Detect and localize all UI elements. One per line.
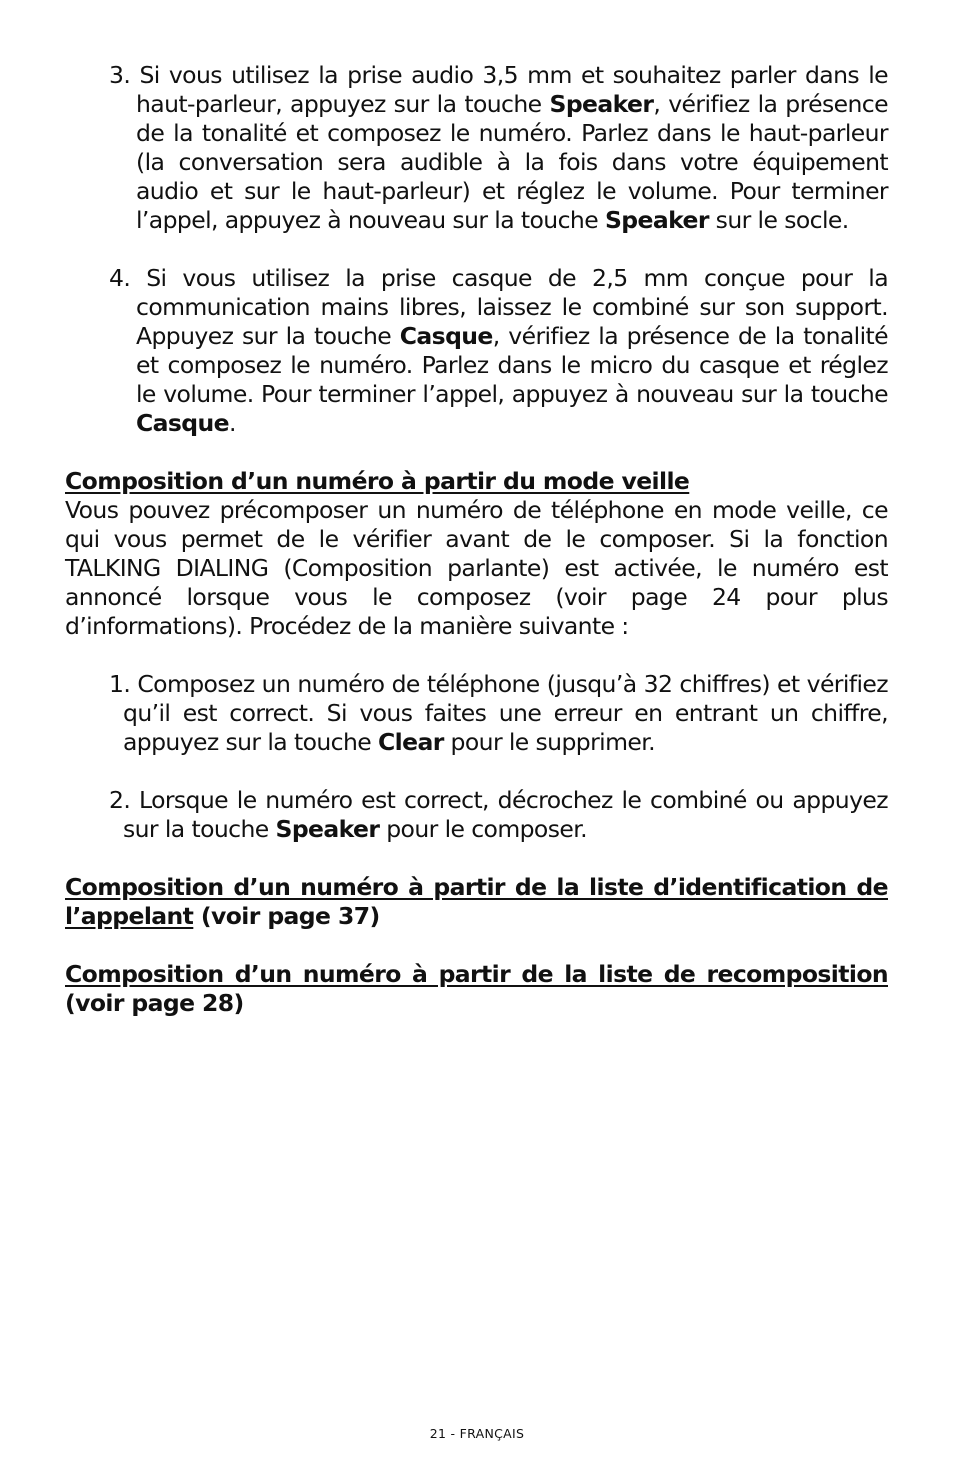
key-name-speaker: Speaker — [549, 90, 654, 118]
list-item-3 — [65, 61, 888, 235]
item-text: Composez un numéro de téléphone (jusqu’à 32 chiffres) et vérifiez qu’il est correct. Si vous faites une erreur en entrant un chiffre, appuyez sur la touche — [123, 670, 888, 756]
key-name-clear: Clear — [378, 728, 444, 756]
page-reference: (voir page 28) — [65, 989, 244, 1017]
list-item-4 — [65, 264, 888, 438]
key-name-casque: Casque — [399, 322, 493, 350]
section-heading-standby: Composition d’un numéro à partir du mode veille — [65, 467, 690, 495]
item-text: Si vous utilisez la prise audio 3,5 mm et souhaitez parler dans le haut-parleur, appuyez sur la touche — [136, 61, 889, 118]
item-text: . — [228, 409, 236, 437]
page-reference: (voir page 37) — [193, 902, 380, 930]
section-heading-redial: Composition d’un numéro à partir de la liste de recomposition (voir page 28) — [65, 960, 888, 1017]
item-number: 3. — [109, 61, 131, 89]
item-text: pour le supprimer. — [443, 728, 656, 756]
key-name-casque: Casque — [136, 409, 229, 437]
item-text: sur le socle. — [708, 206, 849, 234]
list-item-1 — [65, 670, 888, 757]
item-text: pour le composer. — [379, 815, 587, 843]
item-number: 4. — [109, 264, 131, 292]
list-item-2 — [65, 786, 888, 844]
item-text: , vérifiez la présence de la tonalité et composez le numéro. Parlez dans le micro du casque et réglez le volume. Pour terminer l’appel, appuyez à nouveau sur la touche — [136, 322, 889, 408]
page-content — [65, 61, 888, 1018]
section-paragraph-standby: Vous pouvez précomposer un numéro de téléphone en mode veille, ce qui vous permet de le vérifier avant de le composer. Si la fonction TALKING DIALING (Composition parlante) est activée, le numéro est annoncé lorsque vous le composez (voir page 24 pour plus d’informations). Procédez de la manière suivante : — [65, 496, 888, 640]
key-name-speaker: Speaker — [275, 815, 380, 843]
item-text: , vérifiez la présence de la tonalité et composez le numéro. Parlez dans le haut-parleur (la conversation sera audible à la fois dans votre équipement audio et sur le haut-parleur) et réglez le volume. Pour terminer l’appel, appuyez à nouveau sur la touche — [136, 90, 888, 234]
section-heading-callerid: Composition d’un numéro à partir de la liste d’identification de l’appelant (voir page 37) — [65, 873, 888, 930]
item-number: 1. — [109, 670, 131, 698]
item-text: Lorsque le numéro est correct, décrochez le combiné ou appuyez sur la touche — [123, 786, 888, 843]
page-footer: 21 - FRANÇAIS — [429, 1426, 525, 1441]
key-name-speaker: Speaker — [604, 206, 709, 234]
item-text: Si vous utilisez la prise casque de 2,5 mm conçue pour la communication mains libres, laissez le combiné sur son support. Appuyez sur la touche — [136, 264, 888, 350]
item-number: 2. — [109, 786, 131, 814]
